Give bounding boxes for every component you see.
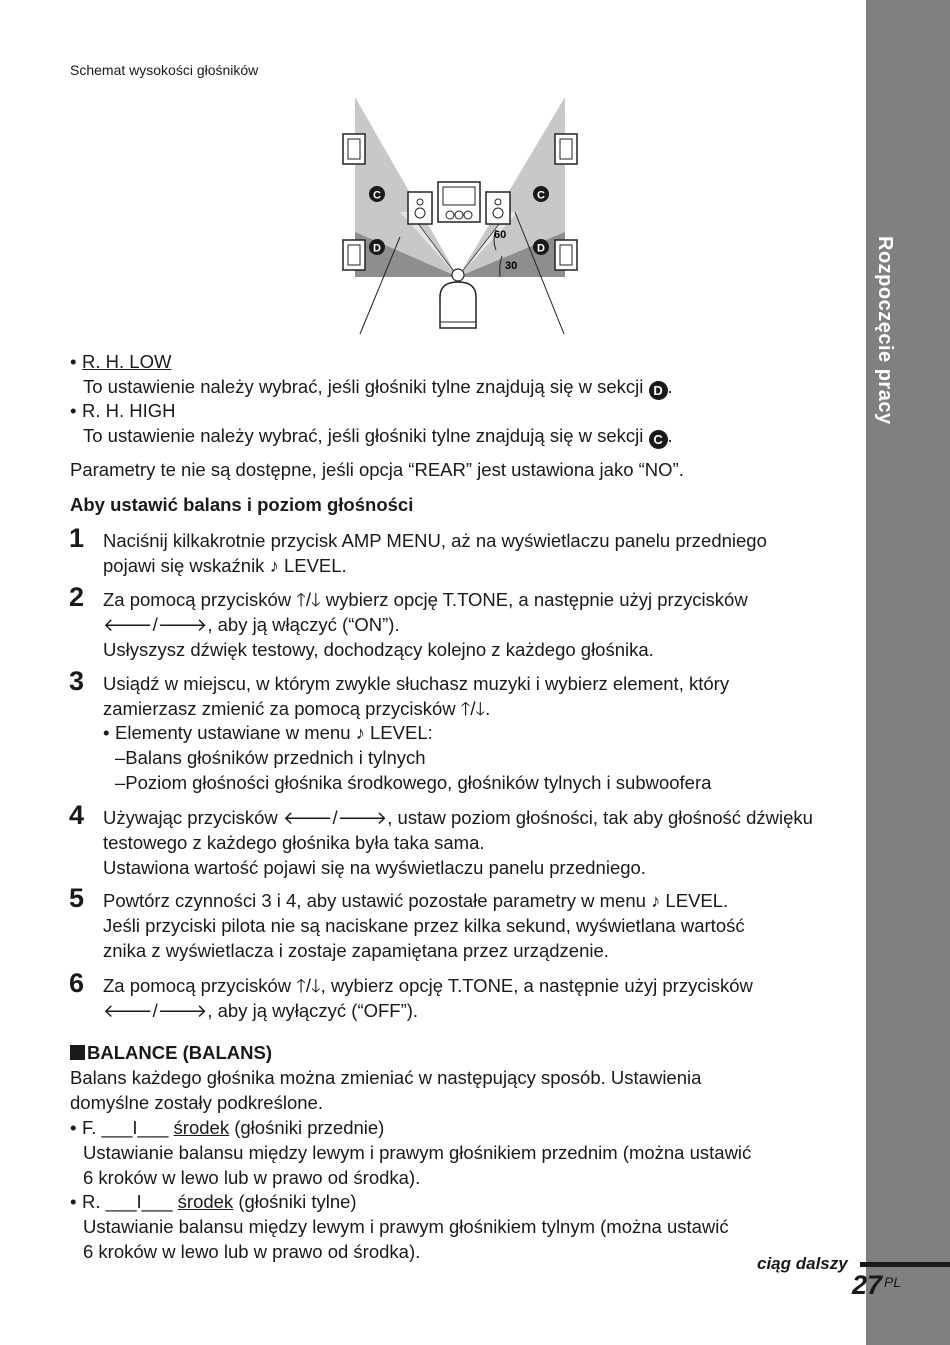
zone-c-label-left: C [373,189,381,202]
angle-60-label: 60 [494,229,507,241]
step-text: Usiądź w miejscu, w którym zwykle słuchasz muzyki i wybierz element, który [103,673,730,694]
balance-intro: domyślne zostały podkreślone. [70,1092,323,1113]
balance-item-front: • F. ___I___ środek (głośniki przednie) [70,1117,385,1138]
step-bullet: • Elementy ustawiane w menu ♪ LEVEL: [103,722,433,743]
option-rh-high: • R. H. HIGH [70,400,176,421]
step-text: 🡐/🡒, aby ją włączyć (“ON”). [103,614,400,635]
zone-d-label-left: D [373,242,381,255]
zone-c-label-right: C [537,189,545,202]
step-text: 🡐/🡒, aby ją wyłączyć (“OFF”). [103,1000,419,1021]
section-title: Rozpoczęcie pracy [874,236,896,425]
option-label: R. H. LOW [82,351,172,372]
step-number: 5 [69,883,85,913]
step-text: Za pomocą przycisków 🡑/🡓, wybierz opcję T.TONE, a następnie użyj przycisków [103,975,753,996]
square-bullet-icon [70,1045,85,1060]
step-number: 1 [69,523,85,553]
step-text: Usłyszysz dźwięk testowy, dochodzący kolejno z każdego głośnika. [103,639,654,660]
center-unit [438,182,480,222]
zone-badge: D [649,381,668,400]
balance-item-desc: Ustawianie balansu między lewym i prawym głośnikiem tylnym (można ustawić [83,1216,729,1237]
note-text: Parametry te nie są dostępne, jeśli opcja “REAR” jest ustawiona jako “NO”. [70,459,684,480]
option-rh-high-desc: To ustawienie należy wybrać, jeśli głośniki tylne znajdują się w sekcji C . [83,425,673,447]
balance-item-desc: 6 kroków w lewo lub w prawo od środka). [83,1167,421,1188]
option-rh-low-desc: To ustawienie należy wybrać, jeśli głośniki tylne znajdują się w sekcji D . [83,376,673,398]
default-value: środek [173,1117,230,1138]
listener-chair [440,269,476,328]
option-rh-low: • R. H. LOW [70,351,172,372]
continued-label: ciąg dalszy [757,1254,848,1273]
front-speaker-right [486,192,510,224]
balance-procedure-heading: Aby ustawić balans i poziom głośności [70,494,414,515]
step-number: 2 [69,582,85,612]
step-number: 4 [69,800,85,830]
step-text: Za pomocą przycisków 🡑/🡓 wybierz opcję T.TONE, a następnie użyj przycisków [103,589,748,610]
step-number: 6 [69,968,85,998]
step-subitem: –Balans głośników przednich i tylnych [115,747,426,768]
balance-intro: Balans każdego głośnika można zmieniać w następujący sposób. Ustawienia [70,1067,702,1088]
balance-item-rear: • R. ___I___ środek (głośniki tylne) [70,1191,357,1212]
step-text: Używając przycisków 🡐/🡒, ustaw poziom głośności, tak aby głośność dźwięku [103,807,813,828]
balance-section-heading: BALANCE (BALANS) [70,1041,272,1066]
rear-speaker-low-right [555,240,577,270]
step-text: pojawi się wskaźnik ♪ LEVEL. [103,555,347,576]
step-text: Powtórz czynności 3 i 4, aby ustawić pozostałe parametry w menu ♪ LEVEL. [103,890,729,911]
angle-30-label: 30 [505,260,518,272]
step-subitem: –Poziom głośności głośnika środkowego, głośników tylnych i subwoofera [115,772,712,793]
page-number: 27 [852,1270,883,1300]
rear-speaker-high-left [343,134,365,164]
step-text: Jeśli przyciski pilota nie są naciskane przez kilka sekund, wyświetlana wartość [103,915,745,936]
zone-badge: C [649,430,668,449]
continued-rule [860,1262,950,1267]
diagram-caption: Schemat wysokości głośników [70,62,259,78]
balance-item-desc: 6 kroków w lewo lub w prawo od środka). [83,1241,421,1262]
default-value: środek [177,1191,234,1212]
option-label: R. H. HIGH [82,400,176,421]
speaker-height-diagram [300,92,620,337]
side-tab [866,0,950,1345]
step-number: 3 [69,666,85,696]
balance-item-desc: Ustawianie balansu między lewym i prawym głośnikiem przednim (można ustawić [83,1142,752,1163]
page-language: PL [884,1274,902,1290]
step-text: zamierzasz zmienić za pomocą przycisków 🡑/🡓. [103,698,491,719]
step-text: Ustawiona wartość pojawi się na wyświetlaczu panelu przedniego. [103,857,646,878]
zone-d-label-right: D [537,242,545,255]
step-text: Naciśnij kilkakrotnie przycisk AMP MENU, aż na wyświetlaczu panelu przedniego [103,530,767,551]
rear-speaker-low-left [343,240,365,270]
rear-speaker-high-right [555,134,577,164]
step-text: testowego z każdego głośnika była taka sama. [103,832,485,853]
step-text: znika z wyświetlacza i zostaje zapamiętana przez urządzenie. [103,940,609,961]
front-speaker-left [408,192,432,224]
